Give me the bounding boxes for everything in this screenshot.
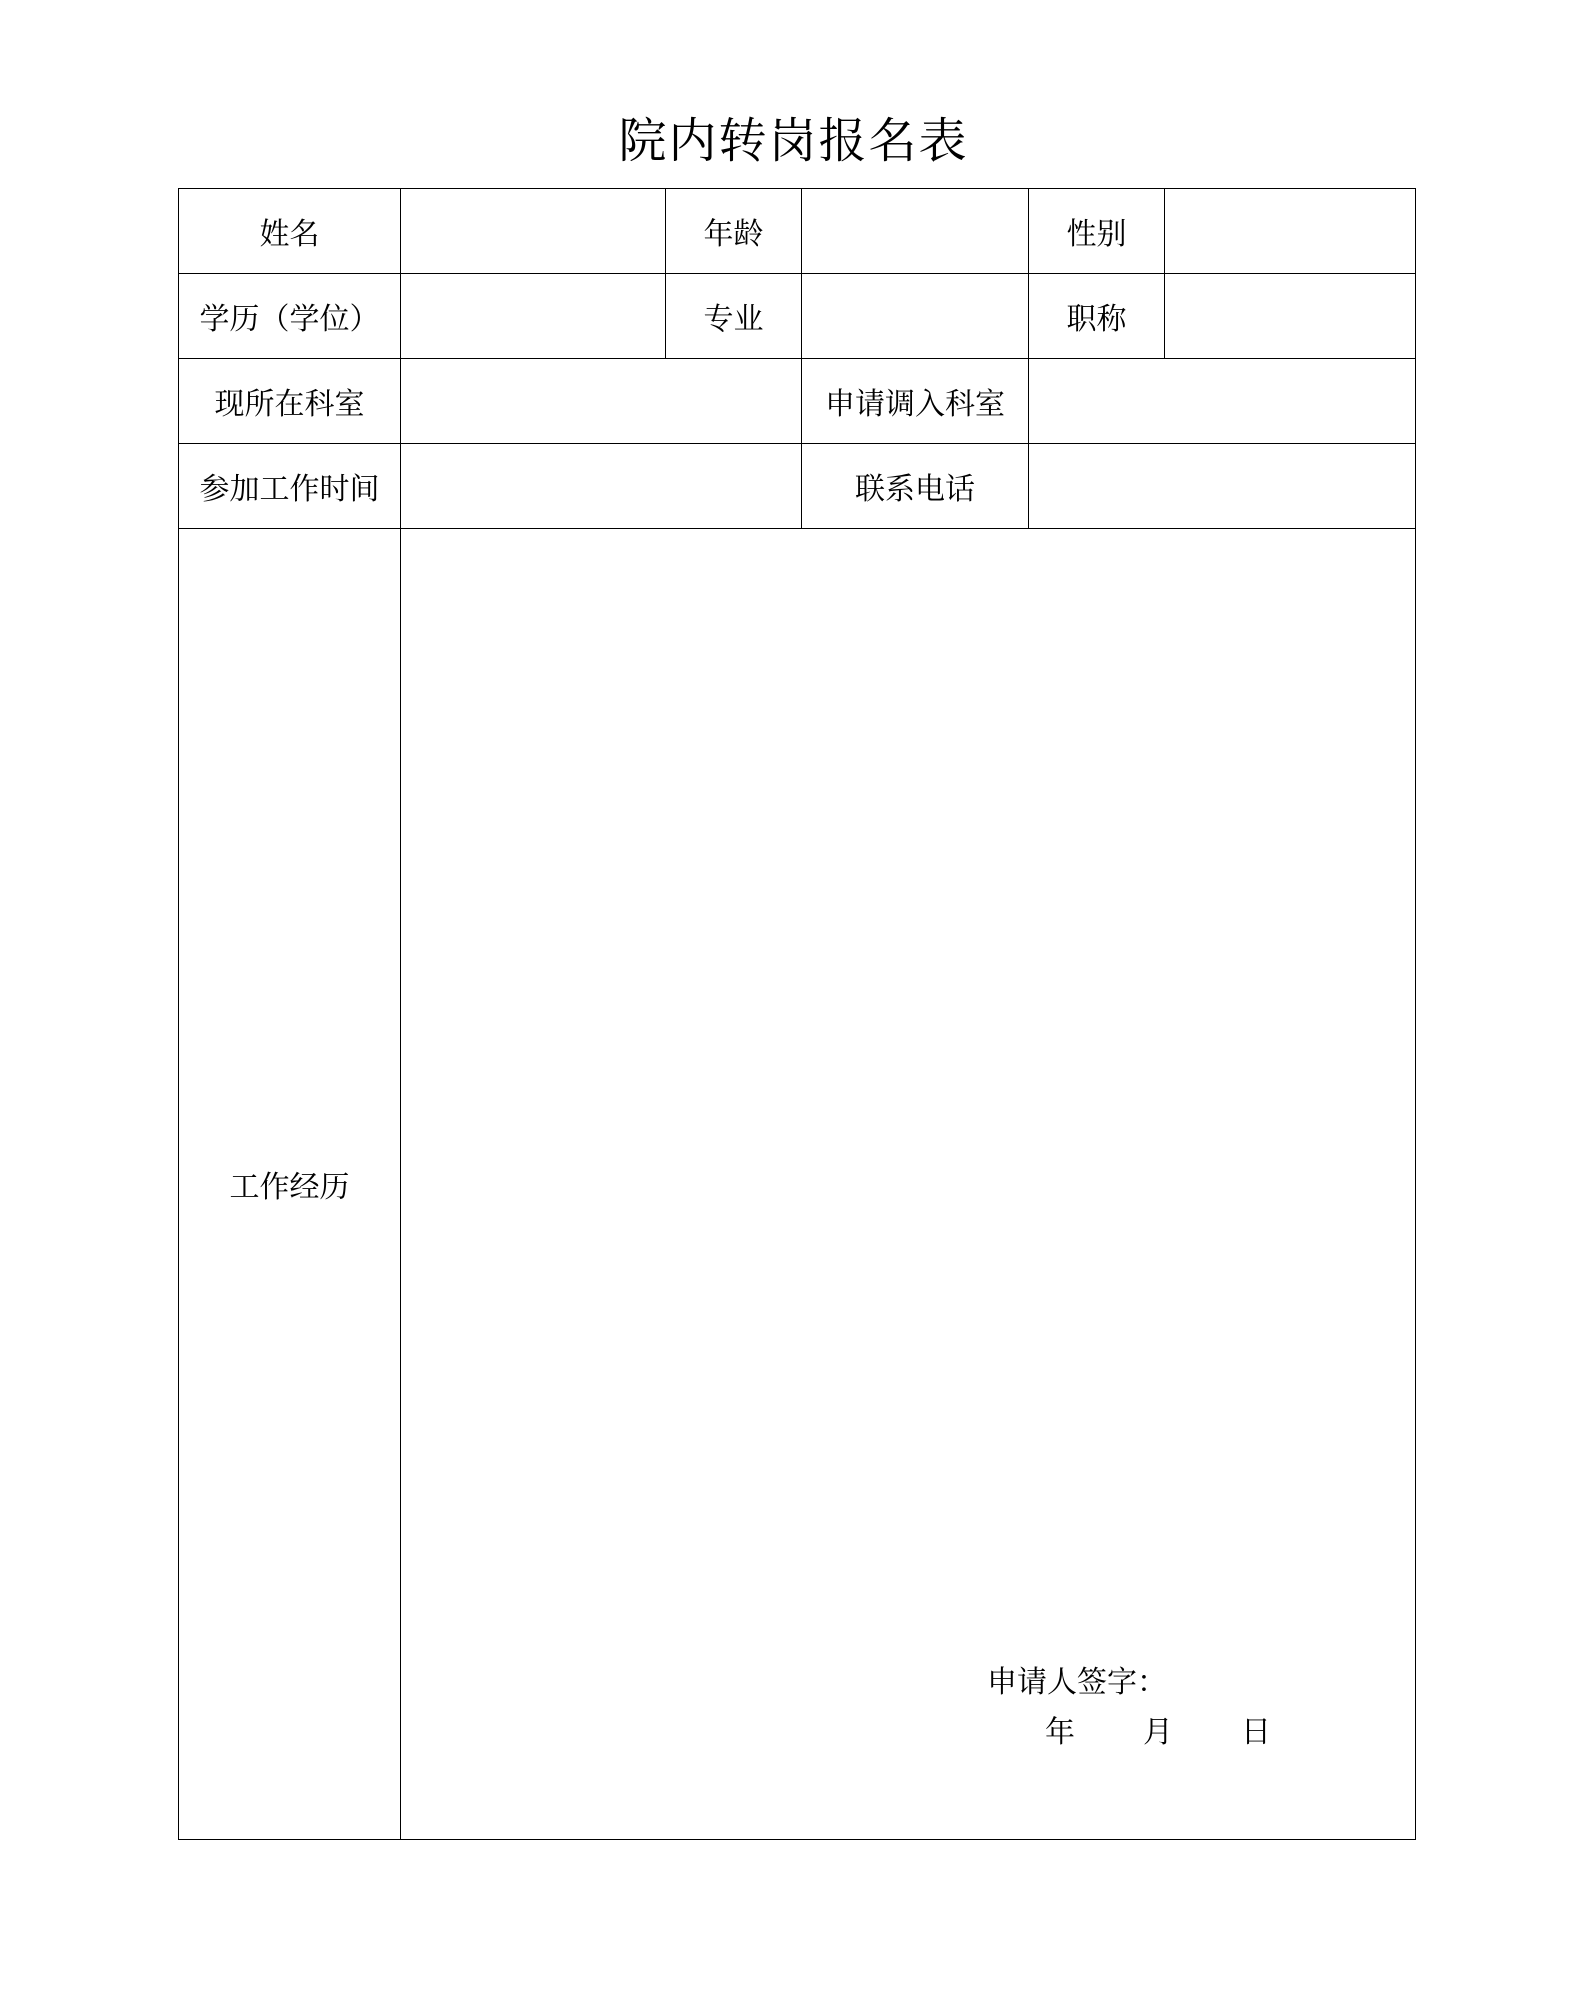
year-label: 年 bbox=[1045, 1715, 1075, 1750]
age-field[interactable] bbox=[802, 189, 1029, 274]
name-field[interactable] bbox=[401, 189, 666, 274]
contact-phone-field[interactable] bbox=[1029, 444, 1416, 529]
requested-department-label: 申请调入科室 bbox=[802, 359, 1029, 444]
month-label: 月 bbox=[1143, 1715, 1173, 1750]
day-label: 日 bbox=[1241, 1715, 1271, 1750]
signature-label: 申请人签字： bbox=[987, 1665, 1167, 1700]
application-form-table bbox=[178, 188, 1416, 1840]
work-start-time-field[interactable] bbox=[401, 444, 802, 529]
work-start-time-label: 参加工作时间 bbox=[179, 444, 401, 529]
major-field[interactable] bbox=[802, 274, 1029, 359]
age-label: 年龄 bbox=[666, 189, 802, 274]
current-department-label: 现所在科室 bbox=[179, 359, 401, 444]
contact-phone-label: 联系电话 bbox=[802, 444, 1029, 529]
row-basic-info bbox=[179, 189, 1416, 274]
signature-date bbox=[1043, 1707, 1273, 1751]
row-work-start bbox=[179, 444, 1416, 529]
signature-line bbox=[987, 1657, 1167, 1701]
major-label: 专业 bbox=[666, 274, 802, 359]
requested-department-field[interactable] bbox=[1029, 359, 1416, 444]
current-department-field[interactable] bbox=[401, 359, 802, 444]
work-experience-label: 工作经历 bbox=[179, 529, 401, 1840]
row-department bbox=[179, 359, 1416, 444]
name-label: 姓名 bbox=[179, 189, 401, 274]
professional-title-field[interactable] bbox=[1165, 274, 1416, 359]
gender-field[interactable] bbox=[1165, 189, 1416, 274]
page-title: 院内转岗报名表 bbox=[618, 113, 969, 169]
education-label: 学历（学位） bbox=[179, 274, 401, 359]
professional-title-label: 职称 bbox=[1029, 274, 1165, 359]
education-field[interactable] bbox=[401, 274, 666, 359]
gender-label: 性别 bbox=[1029, 189, 1165, 274]
row-work-experience bbox=[179, 529, 1416, 1840]
work-experience-field[interactable] bbox=[401, 529, 1416, 1840]
row-education bbox=[179, 274, 1416, 359]
